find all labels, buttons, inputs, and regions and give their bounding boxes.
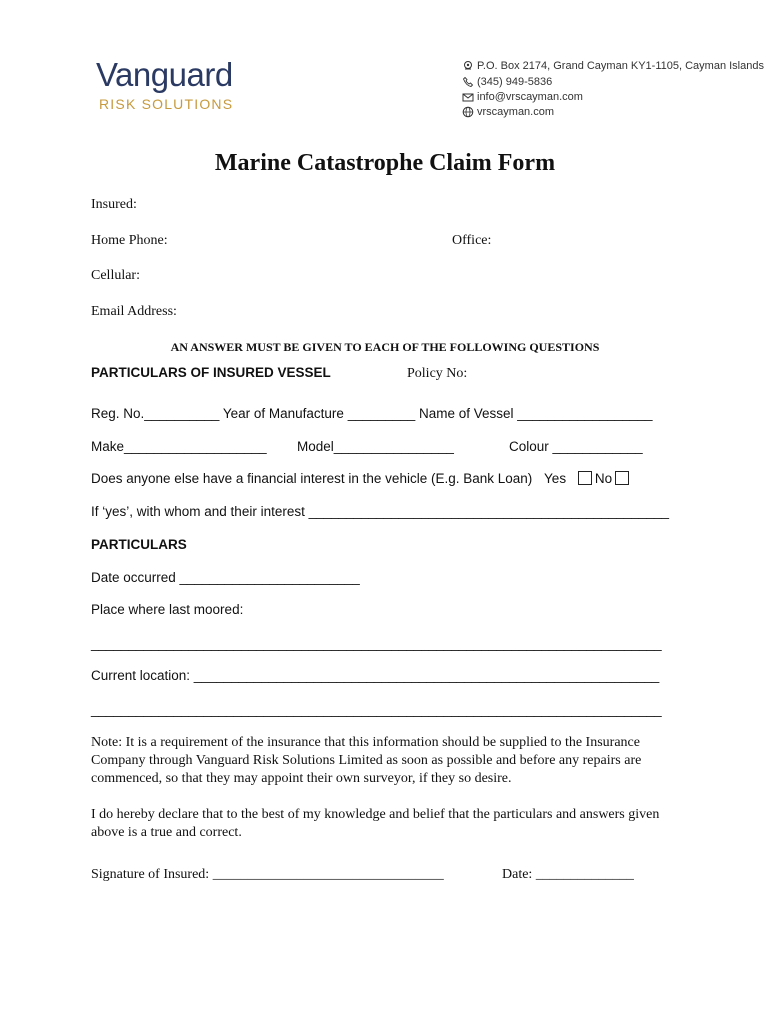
insured-label: Insured: [91,197,137,212]
model-field: Model________________ [297,439,454,454]
company-logo-tagline: RISK SOLUTIONS [99,96,234,112]
current-location-blank-line: ____________________________________________________________________________ [91,702,662,717]
if-yes-field: If ‘yes’, with whom and their interest ________________________________________________ [91,504,669,519]
cellular-label: Cellular: [91,268,140,283]
colour-field: Colour ____________ [509,439,643,454]
declaration-text: I do hereby declare that to the best of my knowledge and belief that the particulars and answers given above is a true and correct. [91,807,660,840]
office-label: Office: [452,233,492,248]
make-field: Make___________________ [91,439,267,454]
yes-label: Yes [544,471,567,486]
contact-email [462,91,583,103]
home-phone-label: Home Phone: [91,233,168,248]
phone-icon [462,76,474,88]
current-location-field: Current location: ______________________________________________________________ [91,668,660,683]
contact-website [462,106,554,118]
contact-address [462,60,764,72]
phone-text: (345) 949-5836 [477,76,553,88]
location-icon [462,60,474,72]
globe-icon [462,106,474,118]
email-text: info@vrscayman.com [477,91,583,103]
no-checkbox[interactable] [615,471,629,485]
financial-interest-row [91,471,632,486]
yes-checkbox[interactable] [578,471,592,485]
answer-notice: AN ANSWER MUST BE GIVEN TO EACH OF THE FOLLOWING QUESTIONS [170,340,600,354]
section-vessel-heading: PARTICULARS OF INSURED VESSEL [91,365,331,380]
date-occurred-field: Date occurred ________________________ [91,570,360,585]
form-title: Marine Catastrophe Claim Form [214,150,556,176]
no-label: No [594,471,613,486]
website-text: vrscayman.com [477,106,555,118]
insurance-note: Note: It is a requirement of the insurance that this information should be supplied to the Insurance Company through Vanguard Risk Solutions Limited as soon as possible and before any repairs are commenced, so that they may appoint their own surveyor, if they so desire. [91,735,642,786]
policy-no-label: Policy No: [407,366,468,381]
company-logo-name: Vanguard [96,56,233,93]
email-address-label: Email Address: [91,304,177,319]
address-text: P.O. Box 2174, Grand Cayman KY1-1105, Cayman Islands [477,60,764,72]
signature-field: Signature of Insured: _________________________________ [91,867,444,882]
place-moored-blank-line: ____________________________________________________________________________ [91,636,662,651]
mail-icon [462,91,474,103]
section-particulars-heading: PARTICULARS [91,537,187,552]
date-field: Date: ______________ [502,867,634,882]
financial-interest-question: Does anyone else have a financial interest in the vehicle (E.g. Bank Loan) [91,471,533,486]
place-moored-label: Place where last moored: [91,602,244,617]
reg-year-name-line: Reg. No.__________ Year of Manufacture _________ Name of Vessel __________________ [91,406,653,421]
contact-phone [462,76,552,88]
